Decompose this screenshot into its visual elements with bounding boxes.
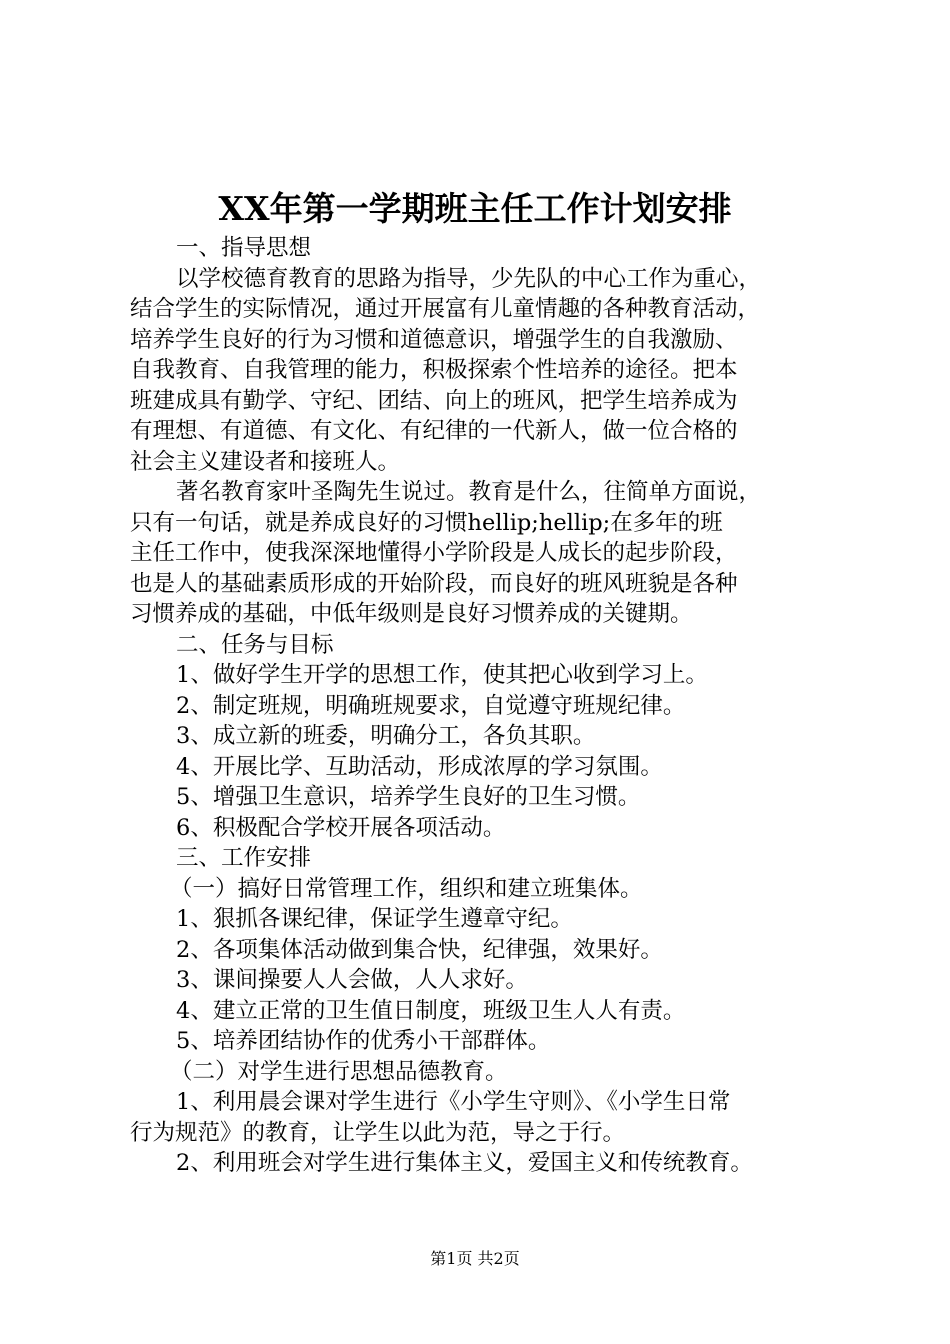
text-line: 2、利用班会对学生进行集体主义，爱国主义和传统教育。 (176, 1150, 753, 1176)
text-line: 5、增强卫生意识，培养学生良好的卫生习惯。 (176, 784, 641, 810)
text-line: 自我教育、自我管理的能力，积极探索个性培养的途径。把本 (130, 357, 738, 383)
text-line: 也是人的基础素质形成的开始阶段，而良好的班风班貌是各种 (130, 570, 738, 597)
document-title: XX年第一学期班主任工作计划安排 (218, 189, 732, 228)
text-line: 4、建立正常的卫生值日制度，班级卫生人人有责。 (176, 997, 686, 1024)
text-line: 3、课间操要人人会做，人人求好。 (176, 967, 528, 993)
text-line: 2、制定班规，明确班规要求，自觉遵守班规纪律。 (176, 692, 686, 719)
text-line: 有理想、有道德、有文化、有纪律的一代新人，做一位合格的 (130, 418, 738, 444)
text-line: 培养学生良好的行为习惯和道德意识，增强学生的自我激励、 (130, 326, 738, 353)
text-line: 三、工作安排 (176, 845, 312, 871)
text-line: 著名教育家叶圣陶先生说过。教育是什么，往简单方面说， (176, 479, 762, 505)
text-line: 习惯养成的基础，中低年级则是良好习惯养成的关键期。 (130, 601, 693, 627)
text-line: （二）对学生进行思想品德教育。 (170, 1058, 508, 1085)
text-line: 行为规范》的教育，让学生以此为范，导之于行。 (130, 1119, 626, 1146)
text-line: 只有一句话，就是养成良好的习惯hellip;hellip;在多年的班 (130, 509, 723, 536)
text-line: 4、开展比学、互助活动，形成浓厚的学习氛围。 (176, 753, 663, 780)
text-line: 主任工作中，使我深深地懂得小学阶段是人成长的起步阶段， (130, 540, 738, 566)
text-line: 社会主义建设者和接班人。 (130, 448, 401, 475)
page-footer: 第1页 共2页 (430, 1249, 520, 1268)
text-line: 5、培养团结协作的优秀小干部群体。 (176, 1028, 551, 1054)
text-line: 二、任务与目标 (176, 631, 334, 658)
text-line: 1、做好学生开学的思想工作，使其把心收到学习上。 (176, 662, 708, 688)
text-line: 以学校德育教育的思路为指导，少先队的中心工作为重心， (176, 265, 762, 292)
text-line: 1、利用晨会课对学生进行《小学生守则》、《小学生日常 (176, 1089, 731, 1115)
text-line: 结合学生的实际情况，通过开展富有儿童情趣的各种教育活动， (130, 296, 761, 322)
text-line: （一）搞好日常管理工作，组织和建立班集体。 (170, 875, 643, 902)
text-line: 2、各项集体活动做到集合快，纪律强，效果好。 (176, 936, 663, 963)
text-line: 班建成具有勤学、守纪、团结、向上的班风，把学生培养成为 (130, 387, 738, 414)
text-line: 1、狠抓各课纪律，保证学生遵章守纪。 (176, 906, 573, 932)
text-line: 一、指导思想 (176, 235, 312, 261)
text-line: 3、成立新的班委，明确分工，各负其职。 (176, 723, 596, 749)
text-line: 6、积极配合学校开展各项活动。 (176, 814, 506, 841)
document-body (130, 233, 830, 1179)
